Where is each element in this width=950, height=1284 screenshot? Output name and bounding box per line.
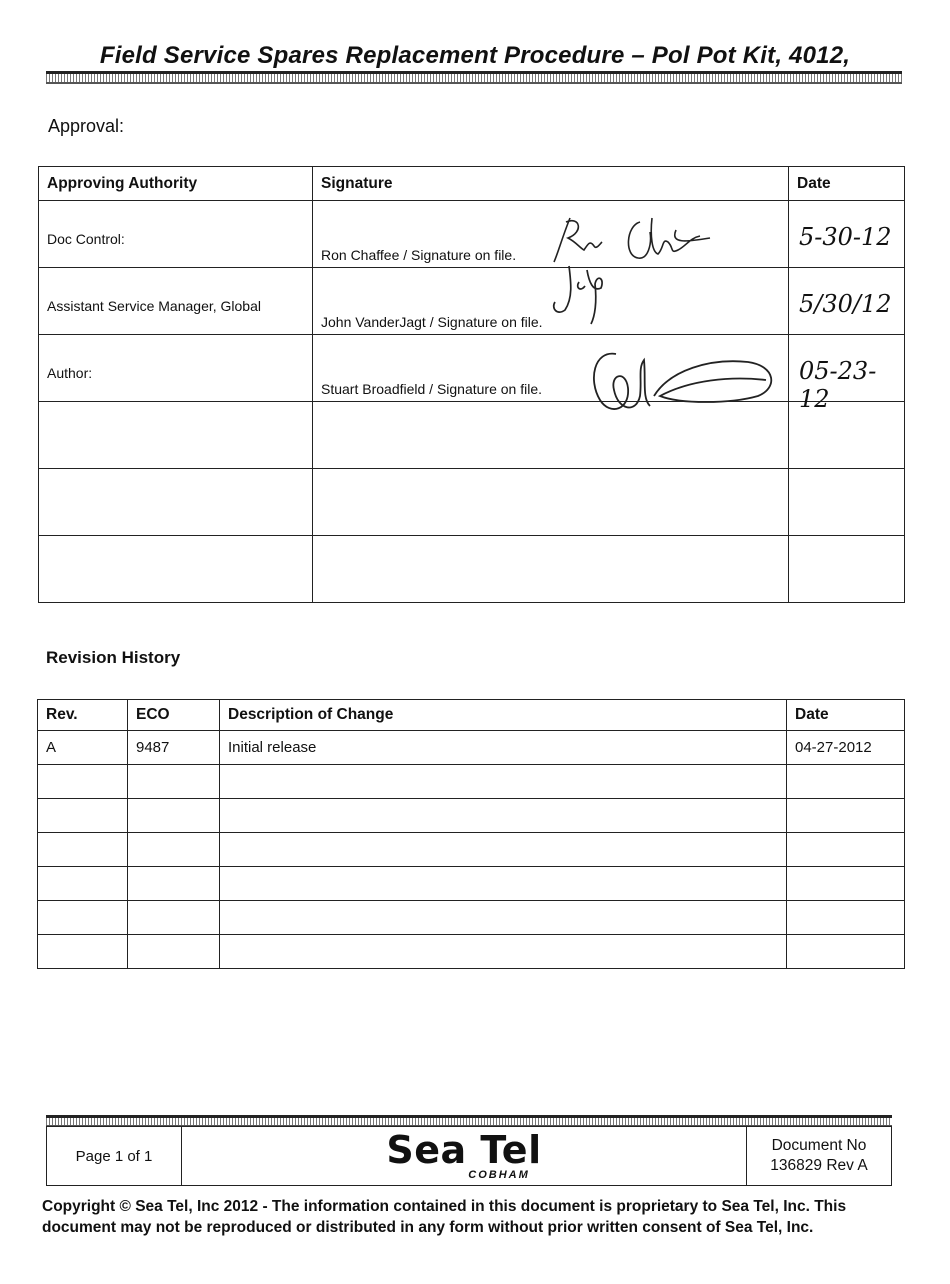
document-number-label: Document No xyxy=(771,1137,867,1154)
approval-signature-text xyxy=(313,469,789,536)
revision-rev xyxy=(38,765,128,799)
approval-row xyxy=(39,469,905,536)
handwritten-signature-chaffee xyxy=(540,208,720,268)
revision-table xyxy=(37,699,905,969)
table-row xyxy=(38,935,905,969)
table-row xyxy=(38,833,905,867)
approval-date xyxy=(789,536,905,603)
column-header-signature: Signature xyxy=(313,167,789,201)
revision-date xyxy=(787,799,905,833)
handwritten-signature-broadfield xyxy=(580,340,790,424)
approval-authority: Doc Control: xyxy=(47,231,125,247)
revision-eco: 9487 xyxy=(128,731,220,765)
footer-box xyxy=(46,1126,892,1186)
revision-eco xyxy=(128,867,220,901)
column-header-description: Description of Change xyxy=(220,700,787,731)
revision-date xyxy=(787,935,905,969)
revision-history-heading: Revision History xyxy=(46,648,181,667)
approval-authority: Assistant Service Manager, Global xyxy=(47,298,261,314)
table-row xyxy=(38,901,905,935)
approval-authority: Author: xyxy=(47,365,93,381)
revision-date: 04-27-2012 xyxy=(787,731,905,765)
document-number-block xyxy=(746,1127,891,1185)
revision-rev xyxy=(38,833,128,867)
approval-row xyxy=(39,536,905,603)
document-number: 136829 Rev A xyxy=(770,1157,868,1174)
approval-signature-text: John VanderJagt / Signature on file. xyxy=(321,314,543,330)
revision-rev: A xyxy=(38,731,128,765)
column-header-eco: ECO xyxy=(128,700,220,731)
revision-description xyxy=(220,901,787,935)
revision-eco xyxy=(128,901,220,935)
revision-header-row xyxy=(38,700,905,731)
approval-authority xyxy=(39,402,313,469)
revision-description xyxy=(220,765,787,799)
approval-date-handwritten: 5-30-12 xyxy=(799,223,892,251)
revision-date xyxy=(787,765,905,799)
approval-signature-text: Stuart Broadfield / Signature on file. xyxy=(321,381,543,397)
approval-signature-text xyxy=(313,536,789,603)
approval-heading: Approval: xyxy=(48,116,125,136)
revision-rev xyxy=(38,867,128,901)
document-title: Field Service Spares Replacement Procedure – Pol Pot Kit, 4012, xyxy=(99,42,851,69)
revision-rev xyxy=(38,901,128,935)
logo-name: Sea Tel xyxy=(386,1128,542,1172)
revision-description: Initial release xyxy=(220,731,787,765)
page-number: Page 1 of 1 xyxy=(47,1127,182,1185)
company-logo xyxy=(182,1127,746,1185)
logo-sub: COBHAM xyxy=(468,1169,530,1181)
table-row xyxy=(38,799,905,833)
revision-eco xyxy=(128,765,220,799)
table-row xyxy=(38,765,905,799)
approval-row xyxy=(39,268,905,335)
revision-description xyxy=(220,833,787,867)
revision-rev xyxy=(38,935,128,969)
revision-eco xyxy=(128,799,220,833)
table-row xyxy=(38,867,905,901)
revision-rev xyxy=(38,799,128,833)
revision-description xyxy=(220,867,787,901)
revision-date xyxy=(787,867,905,901)
approval-header-row xyxy=(39,167,905,201)
table-row xyxy=(38,731,905,765)
approval-date-handwritten: 05-23-12 xyxy=(799,357,877,413)
column-header-date: Date xyxy=(787,700,905,731)
approval-authority xyxy=(39,469,313,536)
approval-date xyxy=(789,469,905,536)
column-header-rev: Rev. xyxy=(38,700,128,731)
approval-date-handwritten: 5/30/12 xyxy=(799,290,892,318)
handwritten-signature-vanderjagt xyxy=(545,262,625,332)
column-header-authority: Approving Authority xyxy=(39,167,313,201)
revision-description xyxy=(220,799,787,833)
revision-date xyxy=(787,833,905,867)
copyright-notice: Copyright © Sea Tel, Inc 2012 - The information contained in this document is proprietary to Sea Tel, Inc. This document may not be reproduced or distributed in any form without prior written consent of Sea Tel, Inc. xyxy=(42,1198,847,1236)
approval-row xyxy=(39,201,905,268)
approval-signature-text: Ron Chaffee / Signature on file. xyxy=(321,247,517,263)
revision-eco xyxy=(128,833,220,867)
approval-authority xyxy=(39,536,313,603)
header-rule xyxy=(46,71,902,84)
revision-date xyxy=(787,901,905,935)
column-header-date: Date xyxy=(789,167,905,201)
revision-eco xyxy=(128,935,220,969)
revision-description xyxy=(220,935,787,969)
